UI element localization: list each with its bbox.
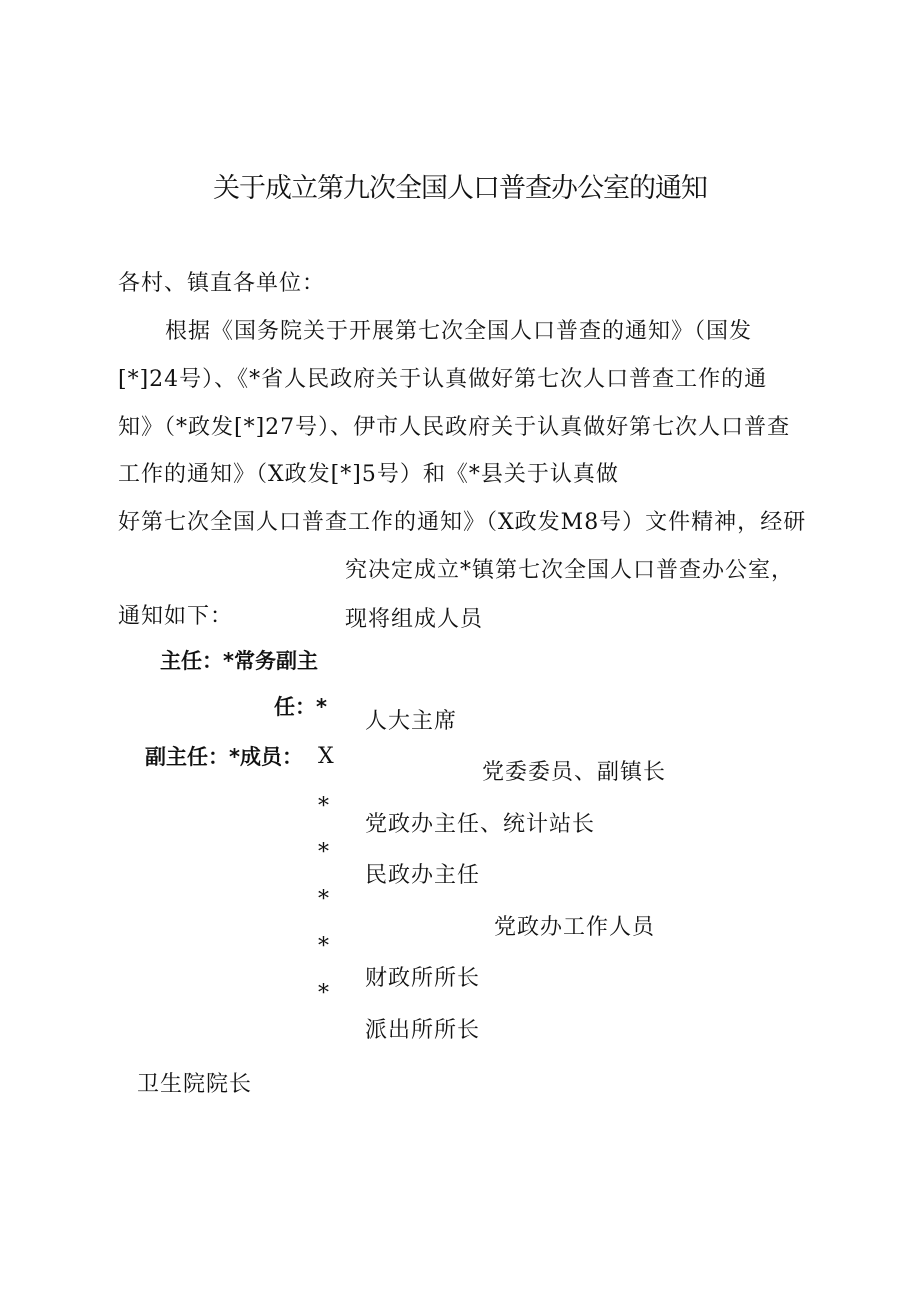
deputy-label: 副主任：*成员： — [145, 745, 303, 769]
body-line-3: 知》（*政发[*]27号）、伊市人民政府关于认真做好第七次人口普查 — [118, 415, 791, 440]
body-line-2: [*]24号）、《*省人民政府关于认真做好第七次人口普查工作的通 — [118, 367, 768, 392]
director-label-cont: 任：* — [274, 695, 327, 719]
document-title: 关于成立第九次全国人口普查办公室的通知 — [213, 173, 707, 204]
role-2: 党委委员、副镇长 — [482, 760, 667, 785]
role-4: 民政办主任 — [365, 863, 481, 888]
deputy-value: X — [318, 744, 335, 769]
body-line-6: 究决定成立*镇第七次全国人口普查办公室， — [345, 558, 795, 583]
salutation: 各村、镇直各单位： — [118, 271, 326, 296]
role-6: 财政所所长 — [365, 966, 481, 991]
body-line-5: 好第七次全国人口普查工作的通知》（X政发M8号）文件精神，经研 — [118, 510, 807, 535]
role-7: 派出所所长 — [365, 1018, 481, 1043]
member-star-5: * — [318, 981, 329, 1006]
role-5: 党政办工作人员 — [494, 915, 656, 940]
body-line-4: 工作的通知》（X政发[*]5号）和《*县关于认真做 — [118, 462, 619, 487]
director-label: 主任：*常务副主 — [160, 649, 318, 673]
member-star-3: * — [318, 887, 329, 912]
member-star-4: * — [318, 934, 329, 959]
member-star-1: * — [318, 794, 329, 819]
role-1: 人大主席 — [365, 709, 458, 734]
body-line-8: 现将组成人员 — [345, 607, 484, 632]
body-line-7: 通知如下： — [118, 604, 234, 629]
role-8: 卫生院院长 — [137, 1072, 253, 1097]
member-star-2: * — [318, 840, 329, 865]
body-line-1: 根据《国务院关于开展第七次全国人口普查的通知》（国发 — [165, 319, 753, 344]
role-3: 党政办主任、统计站长 — [365, 812, 596, 837]
